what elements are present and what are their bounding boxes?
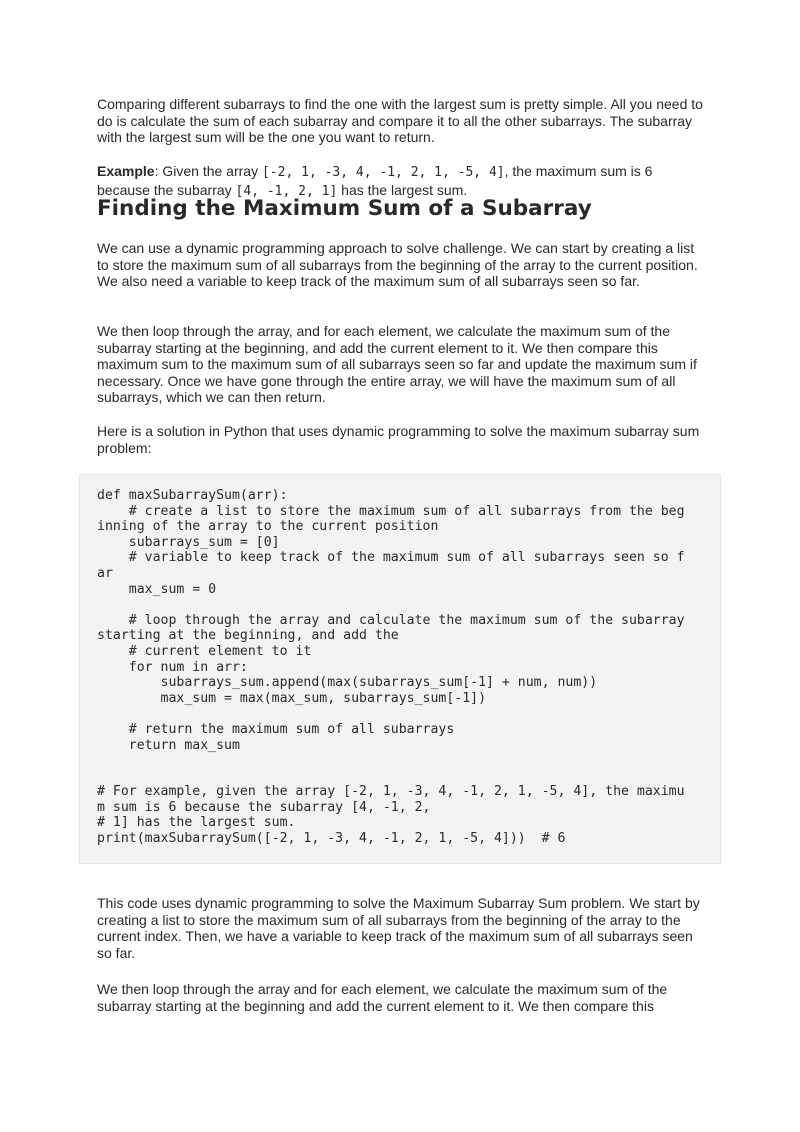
example-paragraph: [97, 163, 703, 200]
example-label: Example: [97, 163, 155, 179]
code-text: def maxSubarraySum(arr): # create a list to store the maximum sum of all subarrays from the beg inning of the array to the current position subarrays_sum = [0] # variable to keep track of the maximum sum of all subarrays seen so f ar max_sum = 0 # loop through the array and calculate the maximum sum of the subarray starting at the beginning, and add the # current element to it for num in arr: subarrays_sum.append(max(subarrays_sum[-1] + num, num)) max_sum = max(max_sum, subarrays_sum[-1]) # return the maximum sum of all subarrays return max_sum # For example, given the array [-2, 1, -3, 4, -1, 2, 1, -5, 4], the maximu m sum is 6 because the subarray [4, -1, 2, # 1] has the largest sum. print(maxSubarraySum([-2, 1, -3, 4, -1, 2, 1, -5, 4])) # 6: [97, 488, 685, 847]
intro-paragraph: Comparing different subarrays to find the one with the largest sum is pretty simple. All you need to do is calculate the sum of each subarray and compare it to all the other subarrays. The subarray with the largest sum will be the one you want to return.: [97, 96, 703, 145]
body-paragraph-3: Here is a solution in Python that uses dynamic programming to solve the maximum subarray sum problem:: [97, 423, 700, 456]
section-heading: Finding the Maximum Sum of a Subarray: [97, 196, 592, 221]
body-paragraph-2: We then loop through the array, and for each element, we calculate the maximum sum of the subarray starting at the beginning, and add the current element to it. We then compare this maximum sum to the maximum sum of all subarrays seen so far and update the maximum sum if necessary. Once we have gone through the entire array, we will have the maximum sum of all subarrays, which we can then return.: [97, 323, 697, 405]
example-text-3: has the largest sum.: [337, 181, 468, 198]
body-paragraph-1: We can use a dynamic programming approach to solve challenge. We can start by creating a list to store the maximum sum of all subarrays from the beginning of the array to the current position. We also need a variable to keep track of the maximum sum of all subarrays seen so far.: [97, 240, 698, 289]
example-array: [-2, 1, -3, 4, -1, 2, 1, -5, 4]: [261, 165, 505, 180]
after-paragraph-2: We then loop through the array and for each element, we calculate the maximum sum of the subarray starting at the beginning and add the current element to it. We then compare this: [97, 981, 668, 1014]
example-text-2: , the maximum sum is 6 because the subarray: [97, 163, 653, 198]
after-paragraph-1: This code uses dynamic programming to solve the Maximum Subarray Sum problem. We start by creating a list to store the maximum sum of all subarrays from the beginning of the array to the current index. Then, we have a variable to keep track of the maximum sum of all subarrays seen so far.: [97, 895, 700, 961]
example-text-1: : Given the array: [154, 163, 262, 179]
example-subarray: [4, -1, 2, 1]: [235, 183, 338, 199]
